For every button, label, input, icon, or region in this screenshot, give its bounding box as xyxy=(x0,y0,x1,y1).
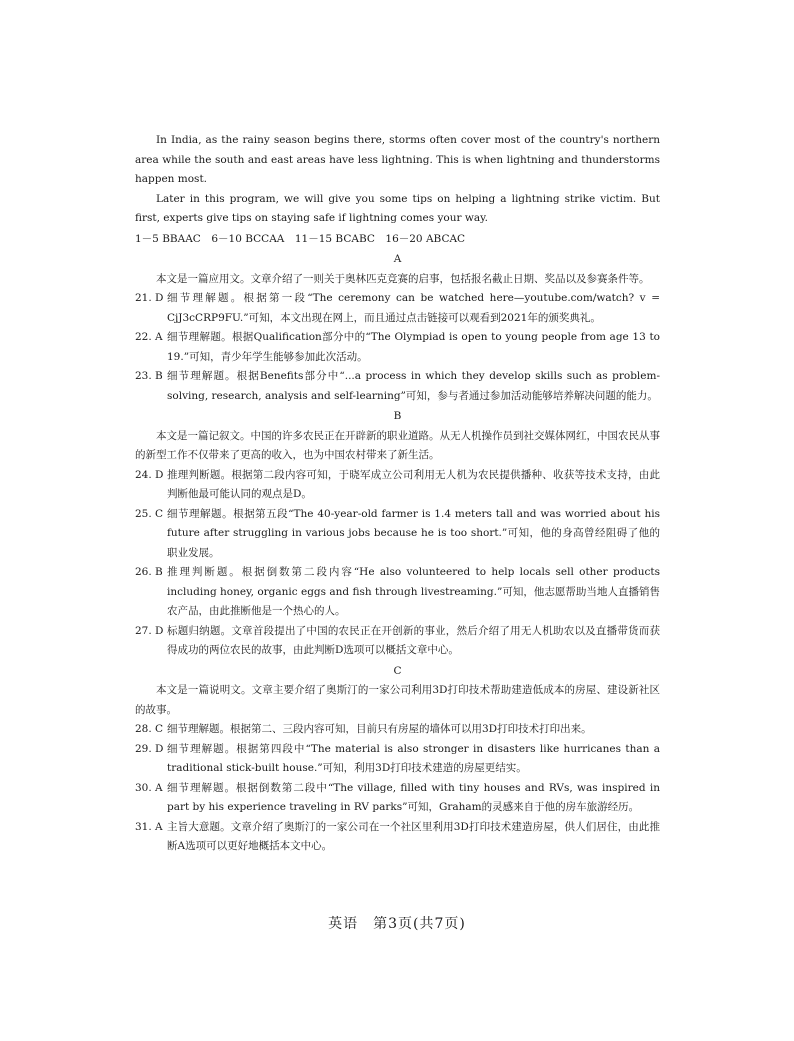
page-body xyxy=(135,131,660,857)
answer-explanation: 推理判断题。根据第二段内容可知，于晓军成立公司利用无人机为农民提供播种、收获等技术支持，由此判断他最可能认同的观点是D。 xyxy=(167,468,660,500)
answer-number: 22. A xyxy=(135,331,163,343)
answer-explanation: 细节理解题。根据倒数第二段中“The village, filled with tiny houses and RVs, was inspired in part by his experience traveling in RV parks”可知，Graham的灵感来自于他的房车旅游经历。 xyxy=(167,781,660,813)
answer-item xyxy=(135,779,660,818)
answer-explanation: 标题归纳题。文章首段提出了中国的农民正在开创新的事业，然后介绍了用无人机助农以及直播带货而获得成功的两位农民的故事，由此判断D选项可以概括文章中心。 xyxy=(167,624,660,656)
answer-explanation: 推理判断题。根据倒数第二段内容“He also volunteered to help locals sell other products including honey, organic eggs and fish through livestreaming.”可知，他志愿帮助当地人直播销售农产品，由此推断他是一个热心的人。 xyxy=(167,566,660,617)
answer-number: 30. A xyxy=(135,781,163,794)
answer-item xyxy=(135,740,660,779)
answer-explanation: 细节理解题。根据Qualification部分中的“The Olympiad is open to young people from age 13 to 19.”可知，青少年学生能够参加此次活动。 xyxy=(167,331,660,363)
answer-number: 29. D xyxy=(135,742,164,755)
answer-explanation: 细节理解题。根据第二、三段内容可知，目前只有房屋的墙体可以用3D打印技术打印出来。 xyxy=(167,723,592,735)
page-footer: 英语 第3页(共7页) xyxy=(328,916,466,932)
answer-item xyxy=(135,367,660,406)
answer-item xyxy=(135,466,660,505)
answer-explanation: 细节理解题。根据第四段中“The material is also stronger in disasters like hurricanes than a traditional stick-built house.”可知，利用3D打印技术建造的房屋更结实。 xyxy=(167,742,660,774)
section-c-summary: 本文是一篇说明文。文章主要介绍了奥斯汀的一家公司利用3D打印技术帮助建造低成本的房屋、建设新社区的故事。 xyxy=(135,684,660,716)
answer-explanation: 细节理解题。根据Benefits部分中“...a process in which they develop skills such as problem-solving, research, analysis and self-learning”可知，参与者通过参加活动能够培养解决问题的能力。 xyxy=(167,370,660,402)
answer-number: 28. C xyxy=(135,723,164,735)
answer-number: 21. D xyxy=(135,292,164,304)
answer-item xyxy=(135,289,660,328)
answer-item xyxy=(135,720,660,740)
section-a-heading: A xyxy=(393,253,402,265)
transcript-paragraph-2: Later in this program, we will give you some tips on helping a lightning strike victim. But first, experts give tips on staying safe if lightning comes your way. xyxy=(135,192,660,224)
answer-item xyxy=(135,328,660,367)
answer-item xyxy=(135,505,660,564)
section-c-heading: C xyxy=(393,664,402,677)
answer-item xyxy=(135,622,660,661)
transcript-paragraph-1: In India, as the rainy season begins there, storms often cover most of the country's northern area while the south and east areas have less lightning. This is when lightning and thunderstorms happen most. xyxy=(135,134,660,185)
answer-number: 31. A xyxy=(135,820,163,833)
listening-answers: 1－5 BBAAC 6－10 BCCAA 11－15 BCABC 16－20 ABCAC xyxy=(135,232,466,245)
section-b-heading: B xyxy=(393,410,402,422)
answer-explanation: 细节理解题。根据第一段“The ceremony can be watched here—youtube.com/watch? v = CjJ3cCRP9FU.”可知，本文出现在网上，而且通过点击链接可以观看到2021年的颁奖典礼。 xyxy=(167,292,660,324)
section-a-summary: 本文是一篇应用文。文章介绍了一则关于奥林匹克竞赛的启事，包括报名截止日期、奖品以及参赛条件等。 xyxy=(156,272,650,285)
answer-item xyxy=(135,563,660,622)
answer-number: 25. C xyxy=(135,507,164,520)
answer-number: 23. B xyxy=(135,370,163,382)
answer-number: 24. D xyxy=(135,468,164,481)
answer-explanation: 细节理解题。根据第五段“The 40-year-old farmer is 1.4 meters tall and was worried about his future after struggling in various jobs because he is too short.”可知，他的身高曾经阻碍了他的职业发展。 xyxy=(167,507,660,559)
section-b-summary: 本文是一篇记叙文。中国的许多农民正在开辟新的职业道路。从无人机操作员到社交媒体网红，中国农民从事的新型工作不仅带来了更高的收入，也为中国农村带来了新生活。 xyxy=(135,429,660,461)
answer-explanation: 主旨大意题。文章介绍了奥斯汀的一家公司在一个社区里利用3D打印技术建造房屋，供人们居住，由此推断A选项可以更好地概括本文中心。 xyxy=(167,820,660,852)
answer-number: 27. D xyxy=(135,624,164,637)
answer-number: 26. B xyxy=(135,566,163,578)
answer-item xyxy=(135,818,660,857)
